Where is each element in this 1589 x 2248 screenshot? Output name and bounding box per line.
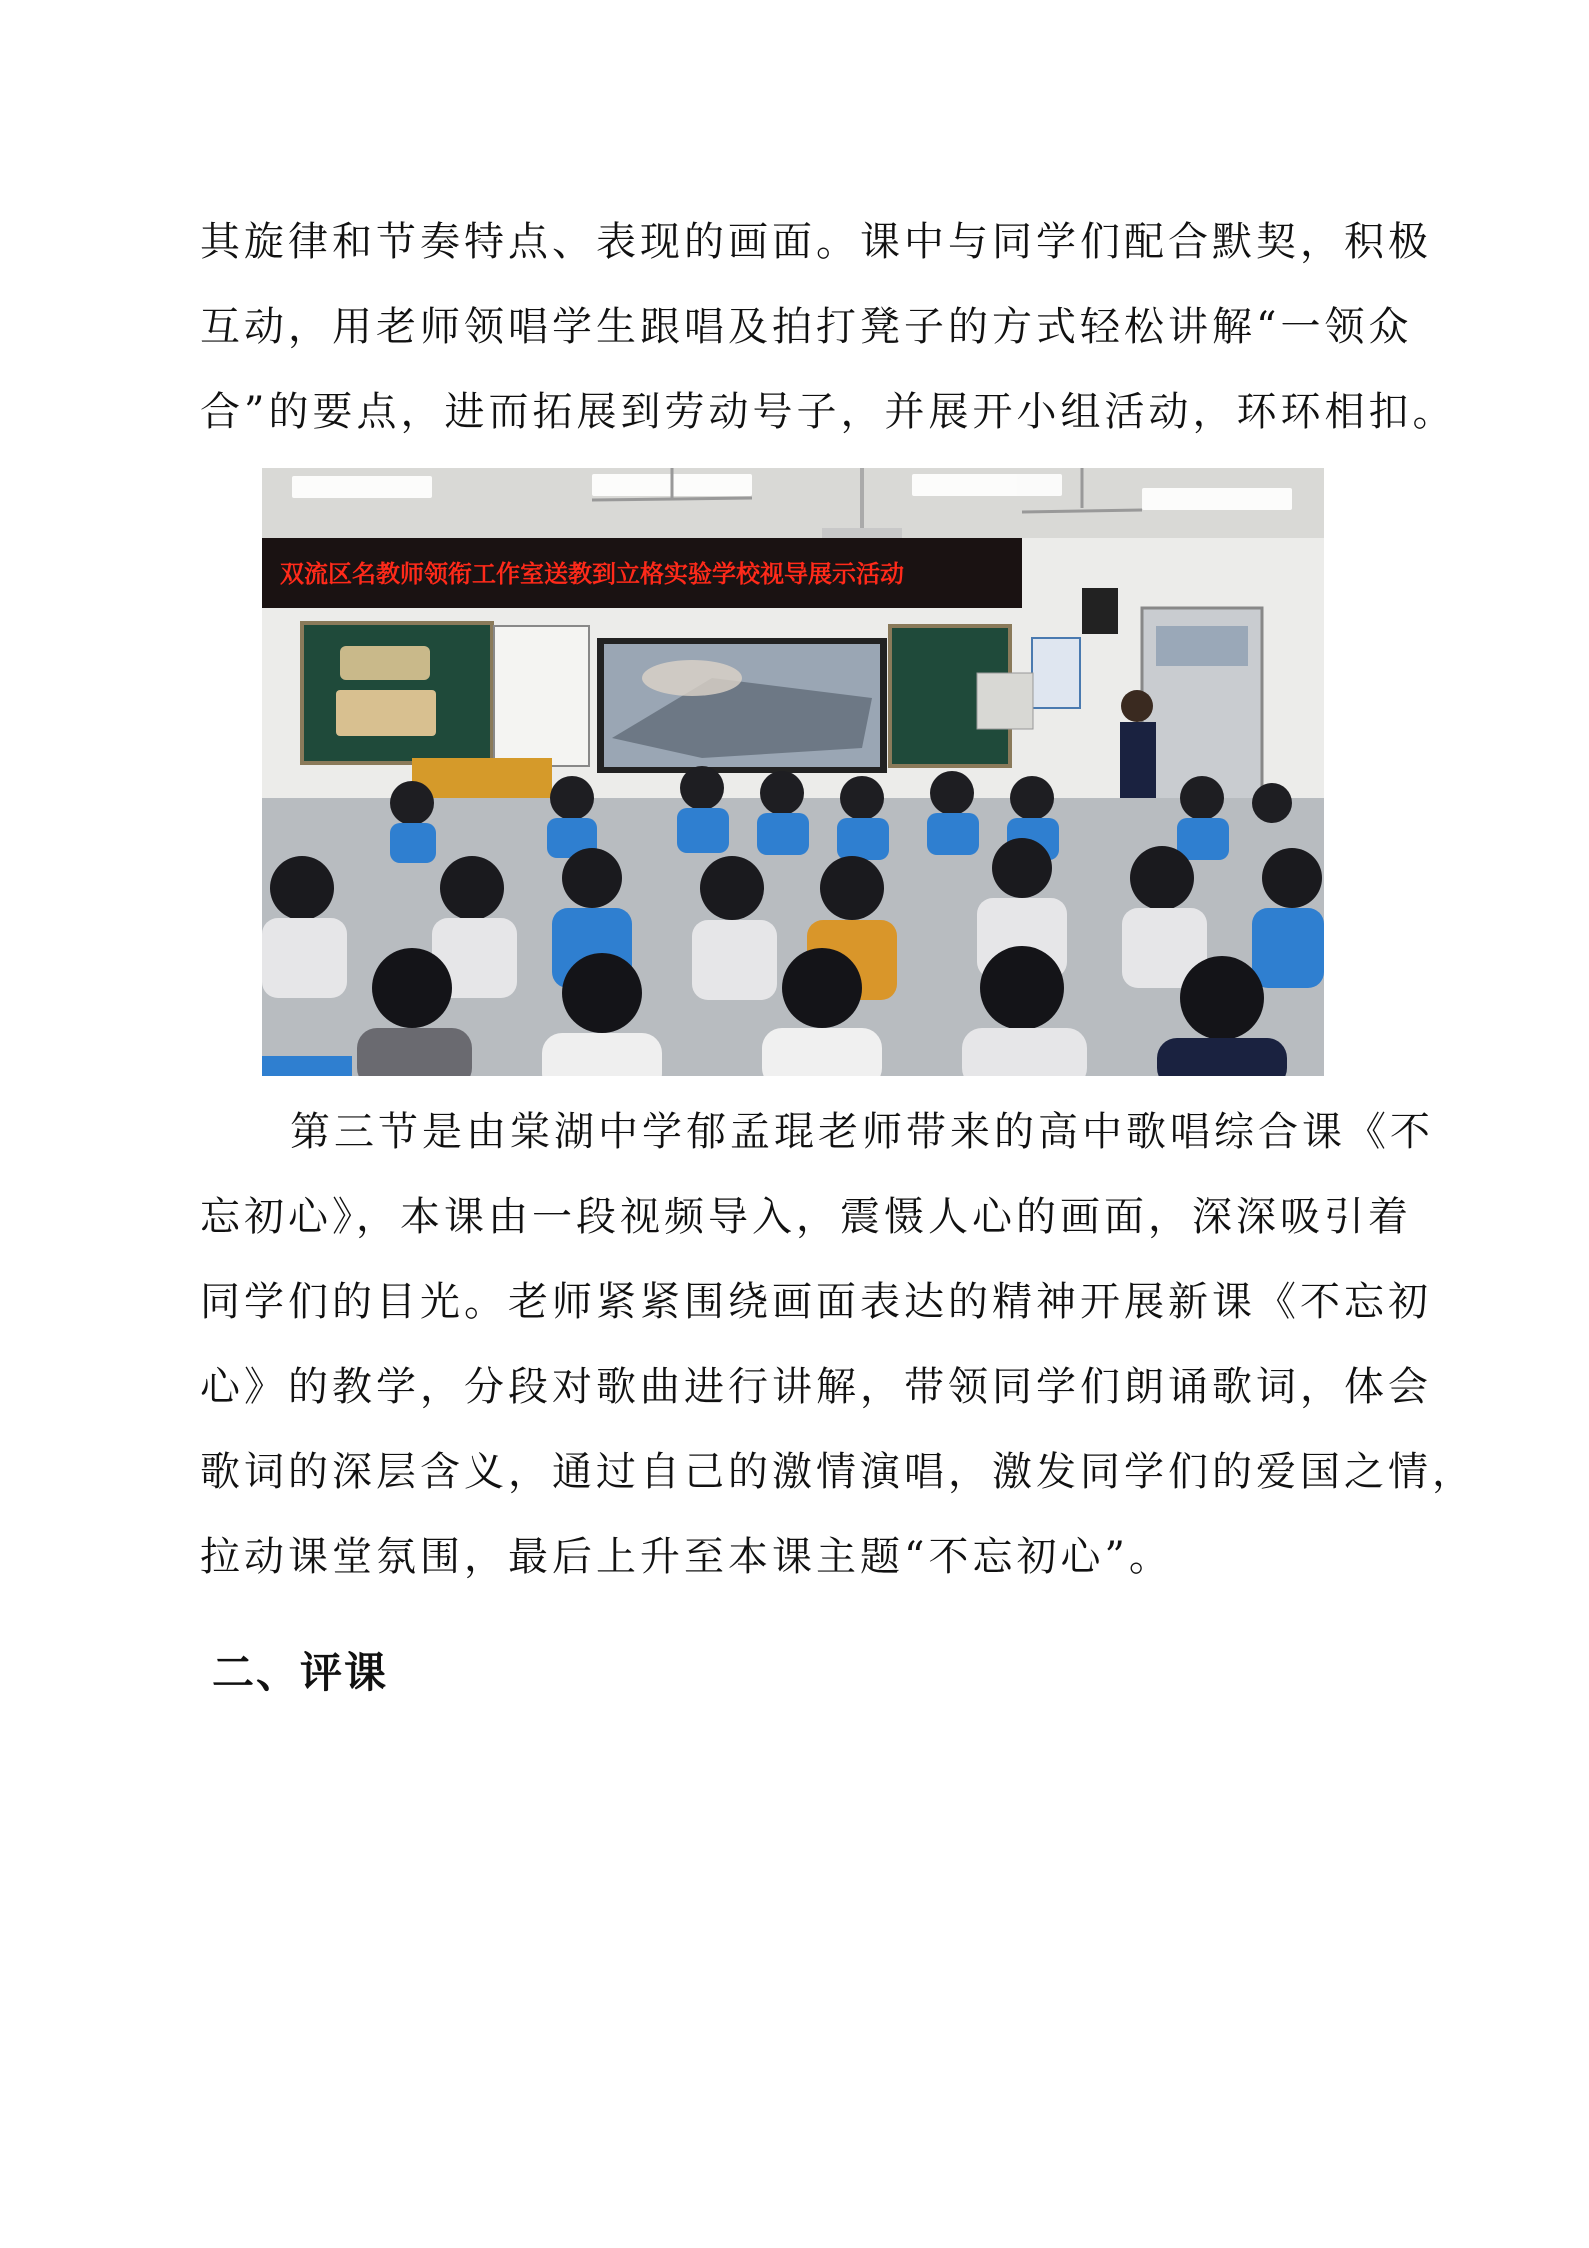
paragraph-lesson-two [200, 200, 1457, 455]
paragraph-line: 同学们的目光。老师紧紧围绕画面表达的精神开展新课《不忘初 [200, 1279, 1432, 1325]
led-banner-text: 双流区名教师领衔工作室送教到立格实验学校视导展示活动 [280, 560, 904, 588]
paragraph-line: 其旋律和节奏特点、表现的画面。课中与同学们配合默契，积极 [200, 219, 1432, 265]
paragraph-line: 互动，用老师领唱学生跟唱及拍打凳子的方式轻松讲解“一领众 [200, 304, 1413, 350]
paragraph-line: 歌词的深层含义，通过自己的激情演唱，激发同学们的爱国之情， [200, 1449, 1476, 1495]
paragraph-lesson-three [200, 1090, 1476, 1600]
paragraph-line: 拉动课堂氛围，最后上升至本课主题“不忘初心”。 [200, 1534, 1173, 1580]
classroom-photo [262, 468, 1324, 1076]
paragraph-line: 合”的要点，进而拓展到劳动号子，并展开小组活动，环环相扣。 [200, 389, 1457, 435]
paragraph-line: 第三节是由棠湖中学郁孟琨老师带来的高中歌唱综合课《不 [290, 1109, 1434, 1155]
paragraph-line: 心》的教学，分段对歌曲进行讲解，带领同学们朗诵歌词，体会 [200, 1364, 1432, 1410]
section-heading: 二、评课 [212, 1648, 389, 1697]
paragraph-line: 忘初心》，本课由一段视频导入，震慑人心的画面，深深吸引着 [200, 1194, 1412, 1240]
